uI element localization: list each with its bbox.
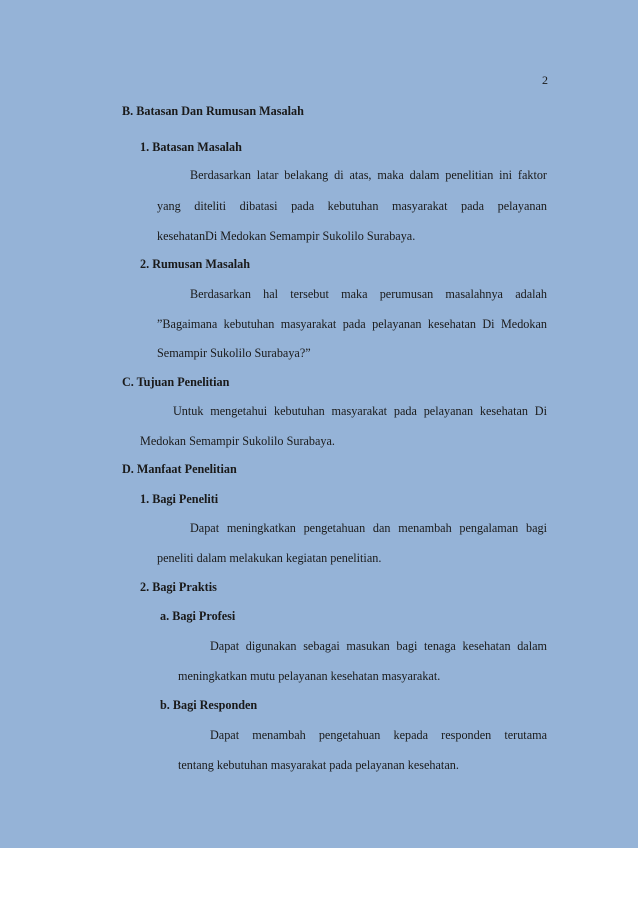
section-b1-line: yang diteliti dibatasi pada kebutuhan masyarakat pada pelayanan — [157, 199, 547, 213]
section-d2b-line: tentang kebutuhan masyarakat pada pelayanan kesehatan. — [178, 758, 459, 772]
section-d2b-line: Dapat menambah pengetahuan kepada responden terutama — [210, 728, 547, 742]
section-c-heading: C. Tujuan Penelitian — [122, 375, 230, 389]
section-c-line: Untuk mengetahui kebutuhan masyarakat pada pelayanan kesehatan Di — [173, 404, 547, 418]
section-b2-line: Berdasarkan hal tersebut maka perumusan masalahnya adalah — [190, 287, 547, 301]
section-c-line: Medokan Semampir Sukolilo Surabaya. — [140, 434, 335, 448]
section-d2a-line: meningkatkan mutu pelayanan kesehatan masyarakat. — [178, 669, 441, 683]
section-b2-line: ”Bagaimana kebutuhan masyarakat pada pelayanan kesehatan Di Medokan — [157, 317, 547, 331]
section-b1-line: kesehatanDi Medokan Semampir Sukolilo Surabaya. — [157, 229, 416, 243]
section-d2a-line: Dapat digunakan sebagai masukan bagi tenaga kesehatan dalam — [210, 639, 547, 653]
section-d1-heading: 1. Bagi Peneliti — [140, 492, 219, 506]
section-b1-line: Berdasarkan latar belakang di atas, maka dalam penelitian ini faktor — [190, 168, 547, 182]
section-d2-heading: 2. Bagi Praktis — [140, 580, 217, 594]
section-b2-line: Semampir Sukolilo Surabaya?” — [157, 346, 311, 360]
section-d1-line: Dapat meningkatkan pengetahuan dan menambah pengalaman bagi — [190, 521, 547, 535]
section-d1-line: peneliti dalam melakukan kegiatan penelitian. — [157, 551, 382, 565]
section-b2-heading: 2. Rumusan Masalah — [140, 257, 251, 271]
section-b1-heading: 1. Batasan Masalah — [140, 140, 242, 154]
section-d2a-heading: a. Bagi Profesi — [160, 609, 236, 623]
page-number: 2 — [542, 73, 548, 87]
section-d-heading: D. Manfaat Penelitian — [122, 462, 237, 476]
section-d2b-heading: b. Bagi Responden — [160, 698, 258, 712]
section-b-heading: B. Batasan Dan Rumusan Masalah — [122, 104, 304, 118]
